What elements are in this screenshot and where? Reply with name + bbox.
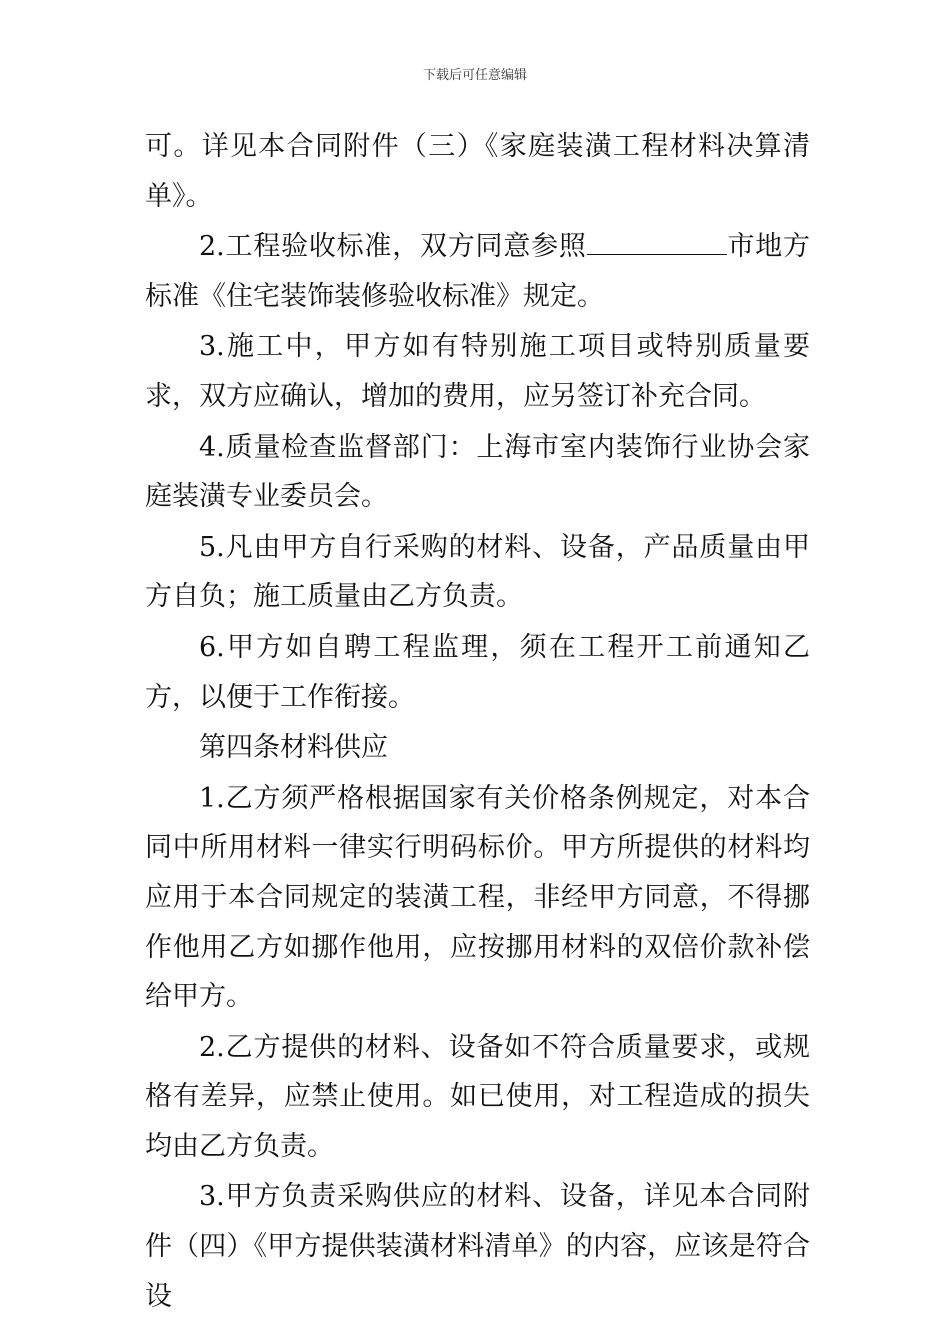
- paragraph: 5.凡由甲方自行采购的材料、设备，产品质量由甲方自负；施工质量由乙方负责。: [145, 531, 810, 613]
- paragraph: 4.质量检查监督部门：上海市室内装饰行业协会家庭装潢专业委员会。: [145, 431, 810, 513]
- paragraph: [145, 222, 810, 321]
- paragraph: 1.乙方须严格根据国家有关价格条例规定，对本合同中所用材料一律实行明码标价。甲方所提供的材料均应用于本合同规定的装潢工程，非经甲方同意，不得挪作他用乙方如挪作他用，应按挪用材料的双倍价款补偿给甲方。: [145, 782, 810, 1013]
- paragraph: 3.甲方负责采购供应的材料、设备，详见本合同附件（四）《甲方提供装潢材料清单》的内容，应该是符合设: [145, 1181, 810, 1312]
- paragraph: 可。详见本合同附件（三）《家庭装潢工程材料决算清单》。: [145, 131, 810, 212]
- document-body: [145, 122, 810, 1322]
- paragraph: 3.施工中，甲方如有特别施工项目或特别质量要求，双方应确认，增加的费用，应另签订补充合同。: [145, 331, 810, 412]
- paragraph: 2.乙方提供的材料、设备如不符合质量要求，或规格有差异，应禁止使用。如已使用，对工程造成的损失均由乙方负责。: [145, 1031, 810, 1162]
- paragraph-text: 2.工程验收标准，双方同意参照: [199, 231, 587, 263]
- page-header: 下载后可任意编辑: [422, 68, 527, 83]
- paragraph: 6.甲方如自聘工程监理，须在工程开工前通知乙方，以便于工作衔接。: [145, 631, 810, 713]
- paragraph-text: 市地方标准《住宅装饰装修验收标准》规定。: [145, 231, 811, 312]
- section-heading: 第四条材料供应: [199, 732, 388, 764]
- fill-in-blank-line: [587, 234, 727, 255]
